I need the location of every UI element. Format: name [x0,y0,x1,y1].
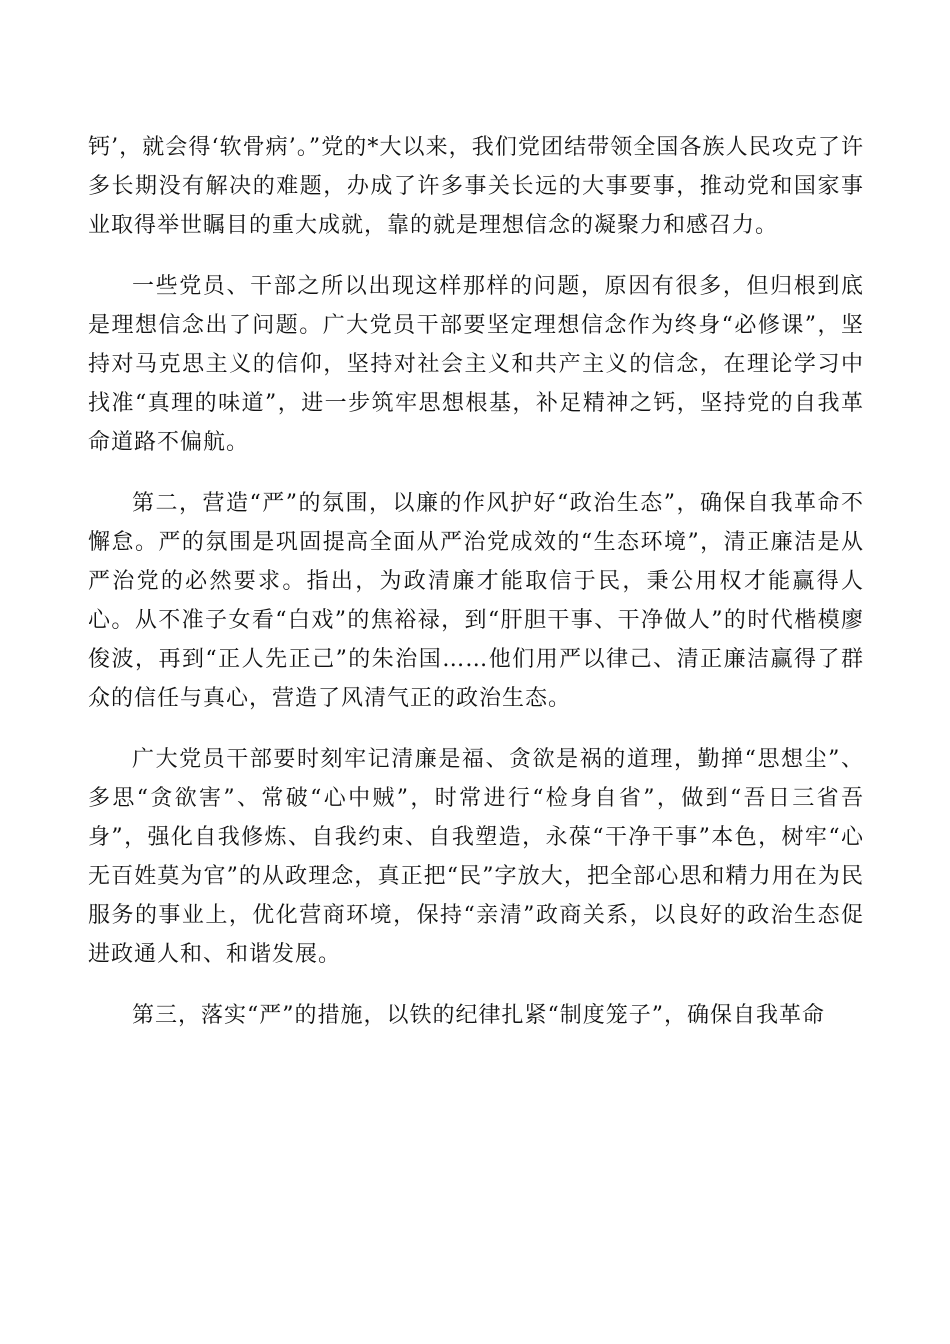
paragraph-5: 第三，落实“严”的措施，以铁的纪律扎紧“制度笼子”，确保自我革命 [132,1003,825,1028]
paragraph-1: 钙’，就会得‘软骨病’。”党的*大以来，我们党团结带领全国各族人民攻克了许多长期没有解决的难题，办成了许多事关长远的大事要事，推动党和国家事业取得举世瞩目的重大成就，靠的就是理想信念的凝聚力和感召力。 [88,135,864,238]
paragraph-4: 广大党员干部要时刻牢记清廉是福、贪欲是祸的道理，勤掸“思想尘”、多思“贪欲害”、常破“心中贼”，时常进行“检身自省”，做到“吾日三省吾身”，强化自我修炼、自我约束、自我塑造，永葆“干净干事”本色，树牢“心无百姓莫为官”的从政理念，真正把“民”字放大，把全部心思和精力用在为民服务的事业上，优化营商环境，保持“亲清”政商关系，以良好的政治生态促进政通人和、和谐发展。 [88,747,864,967]
paragraph-3: 第二，营造“严”的氛围，以廉的作风护好“政治生态”，确保自我革命不懈怠。严的氛围是巩固提高全面从严治党成效的“生态环境”，清正廉洁是从严治党的必然要求。指出，为政清廉才能取信于民，秉公用权才能赢得人心。从不准子女看“白戏”的焦裕禄，到“肝胆干事、干净做人”的时代楷模廖俊波，再到“正人先正己”的朱治国……他们用严以律己、清正廉洁赢得了群众的信任与真心，营造了风清气正的政治生态。 [88,491,864,711]
document-body [88,128,864,1057]
paragraph-2: 一些党员、干部之所以出现这样那样的问题，原因有很多，但归根到底是理想信念出了问题。广大党员干部要坚定理想信念作为终身“必修课”，坚持对马克思主义的信仰，坚持对社会主义和共产主义的信念，在理论学习中找准“真理的味道”，进一步筑牢思想根基，补足精神之钙，坚持党的自我革命道路不偏航。 [88,274,864,455]
